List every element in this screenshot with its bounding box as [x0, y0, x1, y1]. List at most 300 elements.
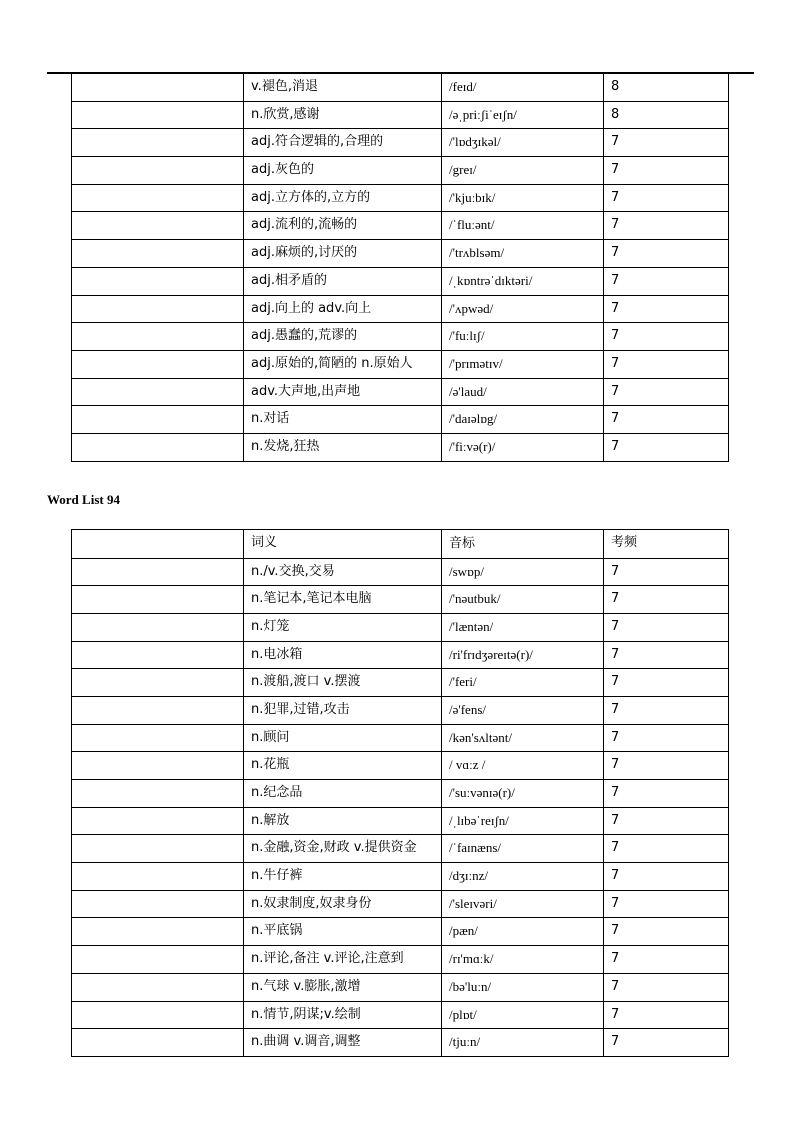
freq-cell	[604, 807, 729, 835]
freq-text: 7	[611, 245, 620, 261]
freq-cell	[604, 74, 729, 102]
word-cell	[72, 267, 244, 295]
freq-text: 8	[611, 106, 620, 122]
meaning-cell	[244, 586, 442, 614]
freq-text: 7	[611, 757, 620, 773]
word-blank	[72, 74, 243, 79]
meaning-text: n.渡船,渡口 v.摆渡	[251, 674, 361, 690]
freq-text: 7	[611, 785, 620, 800]
section-title: Word List 94	[47, 492, 120, 507]
freq-cell	[604, 240, 729, 268]
freq-cell	[604, 101, 729, 129]
freq-text: 7	[611, 1034, 620, 1050]
phonetic-text: /ri'frɪdʒəreɪtə(r)/	[449, 646, 533, 662]
freq-text: 8	[611, 79, 620, 94]
phonetic-cell	[442, 613, 604, 641]
freq-text: 7	[611, 300, 620, 316]
word-cell	[72, 157, 244, 185]
meaning-text: n.气球 v.膨胀,激增	[251, 978, 361, 994]
phonetic-text: /'kjuːbɪk/	[449, 189, 496, 205]
word-blank	[72, 406, 243, 411]
word-blank	[72, 129, 243, 134]
word-blank	[72, 891, 243, 896]
table-header-row	[72, 530, 729, 559]
meaning-text: n.牛仔裤	[251, 868, 303, 884]
freq-cell	[604, 835, 729, 863]
freq-text: 7	[611, 701, 620, 717]
phonetic-cell	[442, 406, 604, 434]
table-row	[72, 973, 729, 1001]
word-cell	[72, 586, 244, 614]
phonetic-text: /feɪd/	[449, 79, 477, 94]
table-row	[72, 558, 729, 586]
freq-cell	[604, 696, 729, 724]
freq-cell	[604, 1029, 729, 1057]
meaning-cell	[244, 558, 442, 586]
phonetic-cell	[442, 835, 604, 863]
meaning-cell	[244, 973, 442, 1001]
table-row	[72, 74, 729, 102]
phonetic-cell	[442, 74, 604, 102]
word-cell	[72, 696, 244, 724]
meaning-text: n.电冰箱	[251, 646, 303, 662]
phonetic-cell	[442, 1029, 604, 1057]
word-cell	[72, 295, 244, 323]
meaning-text: adj.符合逻辑的,合理的	[251, 134, 384, 150]
phonetic-cell	[442, 184, 604, 212]
phonetic-text: /'lɒdʒɪkəl/	[449, 134, 501, 150]
word-blank	[72, 586, 243, 591]
word-blank	[72, 918, 243, 923]
phonetic-cell	[442, 1001, 604, 1029]
phonetic-text: /ˈfaɪnæns/	[449, 840, 501, 856]
word-blank	[72, 863, 243, 868]
freq-text: 7	[611, 563, 620, 579]
phonetic-cell	[442, 641, 604, 669]
table-row	[72, 918, 729, 946]
phonetic-text: /rɪ'mɑːk/	[449, 951, 494, 967]
meaning-cell	[244, 1029, 442, 1057]
freq-text: 7	[611, 868, 620, 884]
meaning-cell	[244, 724, 442, 752]
word-cell	[72, 807, 244, 835]
phonetic-text: /ˈfluːənt/	[449, 217, 495, 233]
phonetic-text: /'feri/	[449, 674, 477, 690]
word-table-continued-body	[72, 74, 729, 462]
phonetic-cell	[442, 378, 604, 406]
phonetic-text: /kən'sʌltənt/	[449, 729, 513, 745]
word-blank	[72, 323, 243, 328]
phonetic-cell	[442, 669, 604, 697]
header-phonetic: 音标	[449, 535, 476, 550]
word-blank	[72, 835, 243, 840]
meaning-cell	[244, 350, 442, 378]
word-cell	[72, 613, 244, 641]
phonetic-text: /'sleɪvəri/	[449, 895, 497, 911]
word-cell	[72, 212, 244, 240]
freq-cell	[604, 946, 729, 974]
word-blank	[72, 974, 243, 979]
freq-cell	[604, 863, 729, 891]
freq-cell	[604, 918, 729, 946]
meaning-cell	[244, 157, 442, 185]
phonetic-cell	[442, 973, 604, 1001]
phonetic-text: /'nəutbuk/	[449, 591, 501, 607]
phonetic-text: /dʒɪːnz/	[449, 868, 488, 884]
meaning-cell	[244, 1001, 442, 1029]
phonetic-text: /'ʌpwəd/	[449, 300, 494, 316]
meaning-text: n.灯笼	[251, 618, 290, 634]
word-blank	[72, 268, 243, 273]
phonetic-cell	[442, 101, 604, 129]
phonetic-cell	[442, 129, 604, 157]
phonetic-text: /'daɪəlɒg/	[449, 411, 498, 427]
word-blank	[72, 780, 243, 785]
phonetic-cell	[442, 157, 604, 185]
freq-text: 7	[611, 674, 620, 690]
meaning-text: n.花瓶	[251, 757, 290, 773]
meaning-text: n.金融,资金,财政 v.提供资金	[251, 840, 417, 856]
phonetic-text: /'trʌblsəm/	[449, 245, 505, 261]
phonetic-text: /ˌlɪbəˈreɪʃn/	[449, 812, 509, 828]
freq-text: 7	[611, 729, 620, 745]
meaning-text: n.平底锅	[251, 923, 303, 939]
table-row	[72, 184, 729, 212]
phonetic-text: /greɪ/	[449, 162, 477, 178]
meaning-cell	[244, 240, 442, 268]
word-blank	[72, 697, 243, 702]
meaning-cell	[244, 295, 442, 323]
phonetic-cell	[442, 295, 604, 323]
phonetic-cell	[442, 863, 604, 891]
header-freq: 考频	[611, 535, 638, 550]
meaning-text: v.褪色,消退	[251, 79, 318, 94]
word-blank	[72, 1029, 243, 1034]
word-cell	[72, 641, 244, 669]
phonetic-text: / vɑːz /	[449, 757, 486, 773]
table-row	[72, 129, 729, 157]
meaning-cell	[244, 835, 442, 863]
phonetic-text: /əˌpriːʃiˈeɪʃn/	[449, 106, 517, 122]
word-cell	[72, 101, 244, 129]
meaning-cell	[244, 696, 442, 724]
freq-text: 7	[611, 162, 620, 178]
phonetic-text: /ə'fens/	[449, 701, 486, 717]
table-row	[72, 613, 729, 641]
word-cell	[72, 433, 244, 461]
freq-cell	[604, 973, 729, 1001]
meaning-cell	[244, 129, 442, 157]
meaning-cell	[244, 212, 442, 240]
meaning-text: n.曲调 v.调音,调整	[251, 1034, 361, 1050]
word-blank	[72, 642, 243, 647]
table-row	[72, 433, 729, 461]
freq-text: 7	[611, 840, 620, 856]
phonetic-cell	[442, 807, 604, 835]
meaning-cell	[244, 613, 442, 641]
table-row	[72, 807, 729, 835]
meaning-cell	[244, 378, 442, 406]
meaning-text: adj.流利的,流畅的	[251, 217, 358, 233]
table-row	[72, 1001, 729, 1029]
word-blank	[72, 379, 243, 384]
freq-cell	[604, 184, 729, 212]
phonetic-text: /bə'luːn/	[449, 978, 492, 994]
word-blank	[72, 212, 243, 217]
freq-cell	[604, 752, 729, 780]
table-row	[72, 780, 729, 808]
table-row	[72, 240, 729, 268]
freq-cell	[604, 780, 729, 808]
freq-text: 7	[611, 951, 620, 967]
freq-text: 7	[611, 812, 620, 828]
meaning-text: n.情节,阴谋;v.绘制	[251, 1006, 361, 1022]
header-word-cell	[72, 530, 244, 559]
meaning-cell	[244, 780, 442, 808]
meaning-cell	[244, 184, 442, 212]
word-cell	[72, 890, 244, 918]
table-row	[72, 350, 729, 378]
table-row	[72, 752, 729, 780]
freq-text: 7	[611, 895, 620, 911]
phonetic-cell	[442, 918, 604, 946]
freq-cell	[604, 295, 729, 323]
meaning-cell	[244, 641, 442, 669]
freq-text: 7	[611, 134, 620, 150]
meaning-text: n.评论,备注 v.评论,注意到	[251, 951, 404, 967]
word-cell	[72, 323, 244, 351]
word-cell	[72, 406, 244, 434]
freq-text: 7	[611, 355, 620, 371]
word-cell	[72, 918, 244, 946]
freq-cell	[604, 558, 729, 586]
word-cell	[72, 350, 244, 378]
phonetic-text: /'fuːlɪʃ/	[449, 328, 485, 344]
phonetic-cell	[442, 752, 604, 780]
table-row	[72, 1029, 729, 1057]
meaning-text: n.奴隶制度,奴隶身份	[251, 895, 372, 911]
meaning-cell	[244, 946, 442, 974]
freq-cell	[604, 613, 729, 641]
word-cell	[72, 184, 244, 212]
phonetic-cell	[442, 433, 604, 461]
word-cell	[72, 669, 244, 697]
meaning-cell	[244, 267, 442, 295]
phonetic-cell	[442, 240, 604, 268]
header-meaning: 词义	[251, 535, 278, 550]
freq-text: 7	[611, 646, 620, 662]
freq-text: 7	[611, 591, 620, 607]
word-blank	[72, 351, 243, 356]
table-row	[72, 696, 729, 724]
freq-cell	[604, 406, 729, 434]
header-meaning-cell	[244, 530, 442, 559]
freq-text: 7	[611, 328, 620, 344]
meaning-text: adv.大声地,出声地	[251, 383, 361, 399]
phonetic-cell	[442, 946, 604, 974]
phonetic-text: /tjuːn/	[449, 1034, 481, 1050]
freq-text: 7	[611, 383, 620, 399]
meaning-cell	[244, 101, 442, 129]
word-cell	[72, 1029, 244, 1057]
word-cell	[72, 129, 244, 157]
freq-text: 7	[611, 438, 620, 454]
word-table-94	[71, 529, 729, 1057]
phonetic-cell	[442, 323, 604, 351]
table-row	[72, 863, 729, 891]
freq-cell	[604, 129, 729, 157]
word-cell	[72, 1001, 244, 1029]
meaning-text: n.笔记本,笔记本电脑	[251, 591, 372, 607]
word-blank	[72, 240, 243, 245]
word-table-continued	[71, 73, 729, 462]
table-row	[72, 323, 729, 351]
word-blank	[72, 946, 243, 951]
meaning-cell	[244, 890, 442, 918]
freq-cell	[604, 724, 729, 752]
freq-cell	[604, 350, 729, 378]
word-blank	[72, 185, 243, 190]
table-row	[72, 641, 729, 669]
freq-text: 7	[611, 189, 620, 205]
freq-cell	[604, 641, 729, 669]
phonetic-cell	[442, 212, 604, 240]
table-row	[72, 295, 729, 323]
word-blank	[72, 752, 243, 757]
table-row	[72, 835, 729, 863]
freq-text: 7	[611, 1006, 620, 1022]
meaning-cell	[244, 918, 442, 946]
word-blank	[72, 559, 243, 564]
meaning-cell	[244, 863, 442, 891]
meaning-text: adj.愚蠢的,荒谬的	[251, 328, 358, 344]
freq-cell	[604, 433, 729, 461]
freq-text: 7	[611, 618, 620, 634]
phonetic-text: /'fiːvə(r)/	[449, 438, 496, 454]
meaning-text: n.纪念品	[251, 785, 303, 800]
meaning-cell	[244, 323, 442, 351]
table-row	[72, 267, 729, 295]
table-row	[72, 378, 729, 406]
table-row	[72, 586, 729, 614]
meaning-text: n.犯罪,过错,攻击	[251, 701, 350, 717]
freq-text: 7	[611, 272, 620, 288]
table-row	[72, 101, 729, 129]
meaning-text: adj.相矛盾的	[251, 272, 327, 288]
word-blank	[72, 669, 243, 674]
table-row	[72, 946, 729, 974]
word-cell	[72, 240, 244, 268]
header-freq-cell	[604, 530, 729, 559]
freq-cell	[604, 669, 729, 697]
word-table-94-body	[72, 530, 729, 1057]
phonetic-cell	[442, 780, 604, 808]
phonetic-text: /pæn/	[449, 923, 478, 939]
freq-cell	[604, 378, 729, 406]
phonetic-cell	[442, 724, 604, 752]
phonetic-text: /plɒt/	[449, 1006, 477, 1022]
freq-cell	[604, 1001, 729, 1029]
phonetic-text: /'læntən/	[449, 618, 494, 634]
word-cell	[72, 558, 244, 586]
meaning-text: n.对话	[251, 411, 290, 427]
freq-text: 7	[611, 217, 620, 233]
word-blank	[72, 296, 243, 301]
meaning-text: adj.向上的 adv.向上	[251, 300, 372, 316]
table-row	[72, 212, 729, 240]
meaning-text: adj.立方体的,立方的	[251, 189, 371, 205]
word-blank	[72, 102, 243, 107]
freq-cell	[604, 267, 729, 295]
word-blank	[72, 1002, 243, 1007]
freq-text: 7	[611, 978, 620, 994]
word-cell	[72, 378, 244, 406]
phonetic-cell	[442, 890, 604, 918]
meaning-text: adj.麻烦的,讨厌的	[251, 245, 358, 261]
table-row	[72, 406, 729, 434]
phonetic-cell	[442, 586, 604, 614]
word-cell	[72, 973, 244, 1001]
freq-text: 7	[611, 411, 620, 427]
phonetic-text: /swɒp/	[449, 563, 484, 579]
freq-cell	[604, 157, 729, 185]
word-blank	[72, 614, 243, 619]
phonetic-text: /'suːvənɪə(r)/	[449, 785, 515, 800]
word-blank	[72, 725, 243, 730]
freq-text: 7	[611, 923, 620, 939]
phonetic-cell	[442, 558, 604, 586]
phonetic-cell	[442, 696, 604, 724]
freq-cell	[604, 212, 729, 240]
meaning-text: adj.灰色的	[251, 162, 314, 178]
word-blank	[72, 434, 243, 439]
phonetic-text: /ˌkɒntrəˈdɪktəri/	[449, 272, 533, 288]
word-cell	[72, 74, 244, 102]
word-cell	[72, 863, 244, 891]
meaning-text: n.顾问	[251, 729, 290, 745]
freq-cell	[604, 890, 729, 918]
meaning-text: n./v.交换,交易	[251, 563, 335, 579]
meaning-cell	[244, 74, 442, 102]
word-cell	[72, 724, 244, 752]
table-row	[72, 669, 729, 697]
meaning-text: adj.原始的,简陋的 n.原始人	[251, 355, 413, 371]
phonetic-cell	[442, 267, 604, 295]
word-cell	[72, 752, 244, 780]
phonetic-cell	[442, 350, 604, 378]
phonetic-text: /'prɪmətɪv/	[449, 355, 503, 371]
freq-cell	[604, 586, 729, 614]
meaning-text: n.解放	[251, 812, 290, 828]
table-row	[72, 890, 729, 918]
meaning-cell	[244, 433, 442, 461]
table-row	[72, 157, 729, 185]
table-row	[72, 724, 729, 752]
word-cell	[72, 780, 244, 808]
word-blank	[72, 808, 243, 813]
meaning-cell	[244, 406, 442, 434]
meaning-text: n.欣赏,感谢	[251, 106, 320, 122]
meaning-cell	[244, 669, 442, 697]
phonetic-text: /ə'laud/	[449, 383, 487, 399]
header-phonetic-cell	[442, 530, 604, 559]
meaning-cell	[244, 752, 442, 780]
freq-cell	[604, 323, 729, 351]
word-cell	[72, 835, 244, 863]
meaning-cell	[244, 807, 442, 835]
word-blank	[72, 157, 243, 162]
meaning-text: n.发烧,狂热	[251, 438, 320, 454]
